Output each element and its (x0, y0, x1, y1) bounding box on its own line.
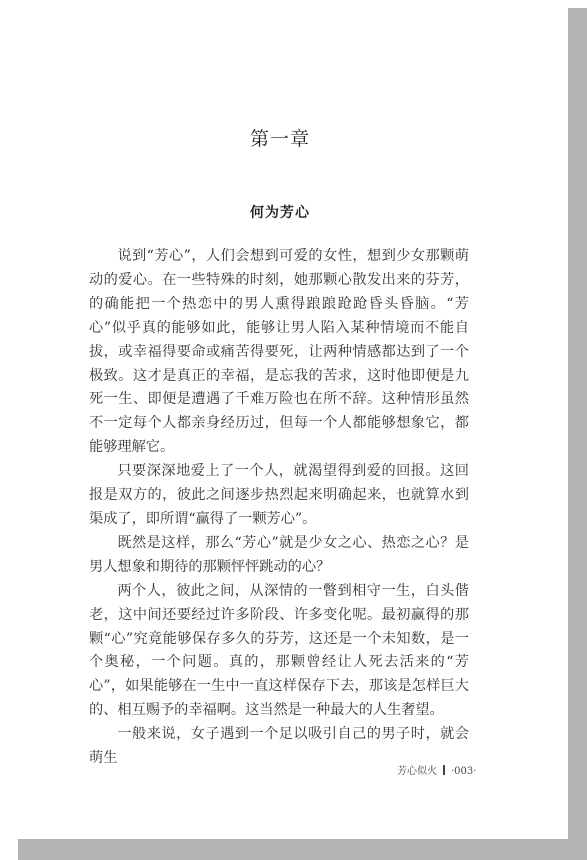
paragraph: 说到“芳心”，人们会想到可爱的女性，想到少女那颗萌动的爱心。在一些特殊的时刻，她那颗心散发出来的芬芳，的确能把一个热恋中的男人熏得踉踉跄跄昏头昏脑。“芳心”似乎真的能够如此，能够让男人陷入某种情境而不能自拔，或幸福得要命或痛苦得要死，让两种情感都达到了一个极致。这才是真正的幸福，是忘我的苦求，这时他即便是九死一生、即便是遭遇了千难万险也在所不辞。这种情形虽然不一定每个人都亲身经历过，但每一个人都能够想象它，都能够理解它。 (89, 248, 469, 456)
footer-separator (443, 765, 445, 775)
paragraph: 只要深深地爱上了一个人，就渴望得到爱的回报。这回报是双方的，彼此之间逐步热烈起来明确起来，也就算水到渠成了，即所谓“赢得了一颗芳心”。 (89, 463, 469, 527)
footer-book-title: 芳心似火 (397, 766, 437, 777)
page-footer (397, 762, 476, 777)
paragraph: 两个人，彼此之间，从深情的一瞥到相守一生，白头偕老，这中间还要经过许多阶段、许多变化呢。最初赢得的那颗“心”究竟能够保存多久的芬芳，这还是一个未知数，是一个奥秘，一个问题。真的，那颗曾经让人死去活来的“芳心”，如果能够在一生中一直这样保存下去，那该是怎样巨大的、相互赐予的幸福啊。这当然是一种最大的人生奢望。 (89, 582, 469, 719)
page-shadow-bottom (18, 839, 587, 860)
page-number: ·003· (451, 766, 477, 777)
paragraph: 既然是这样，那么“芳心”就是少女之心、热恋之心？是男人想象和期待的那颗怦怦跳动的心？ (89, 534, 469, 575)
body-text (89, 245, 469, 771)
section-title: 何为芳心 (250, 205, 310, 221)
paragraph: 一般来说，女子遇到一个足以吸引自己的男子时，就会萌生 (89, 726, 469, 767)
page-shadow-right (568, 8, 587, 860)
chapter-title: 第一章 (249, 128, 310, 150)
